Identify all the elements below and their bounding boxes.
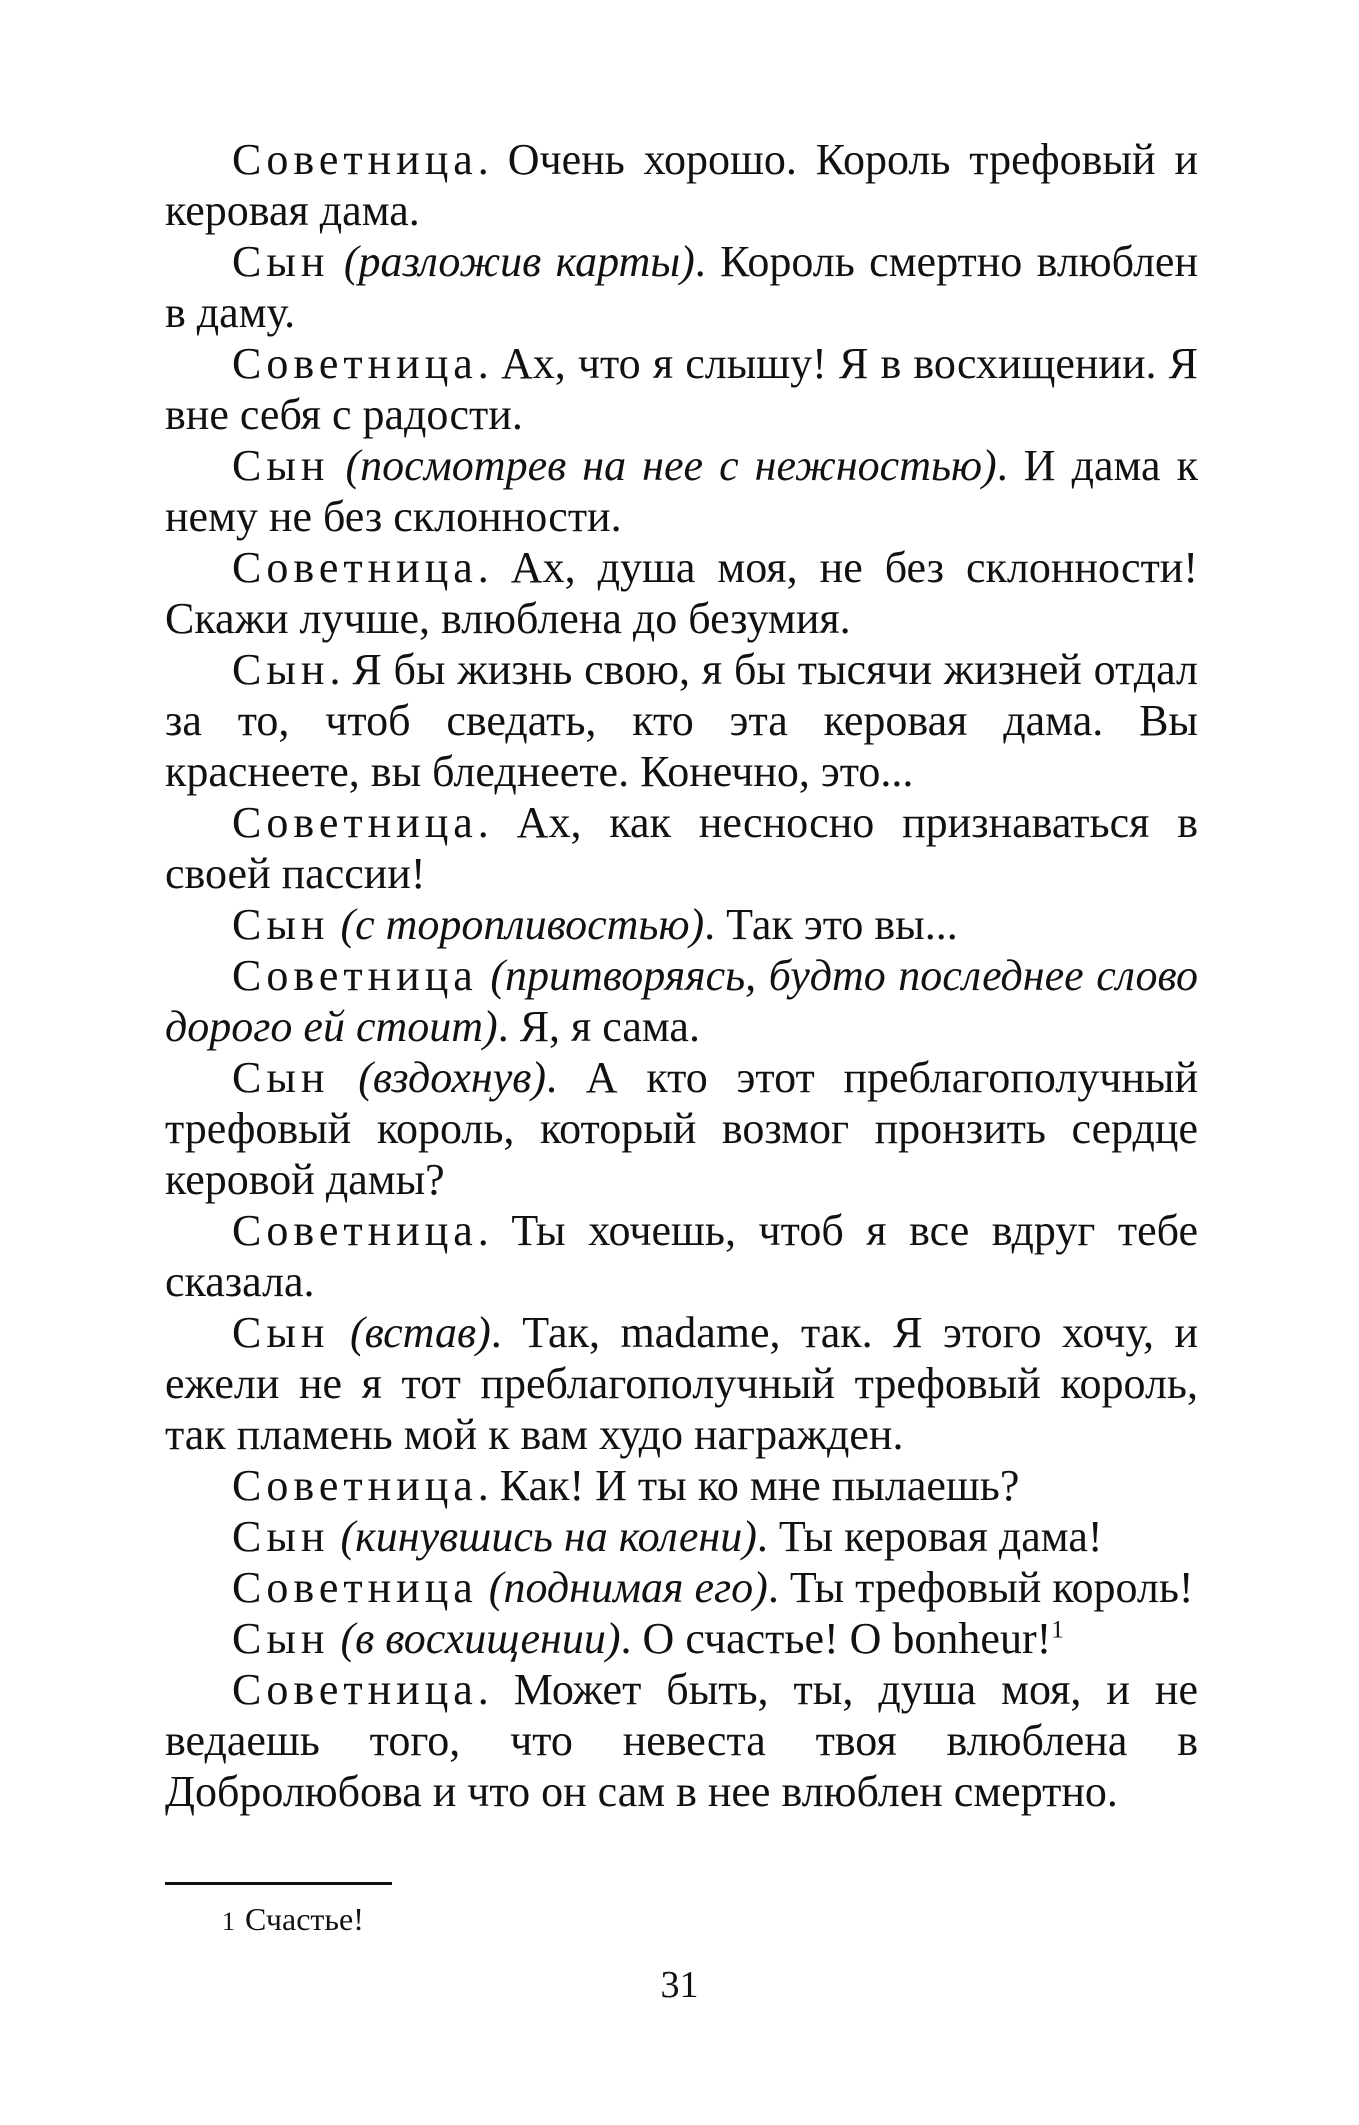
speaker-name: Сын xyxy=(232,237,330,286)
speech-text: . Как! И ты ко мне пылаешь? xyxy=(477,1461,1020,1510)
speaker-name: Советница xyxy=(232,951,478,1000)
speaker-name: Сын xyxy=(232,441,330,490)
speaker-name: Сын xyxy=(232,1512,330,1561)
speech-text: . Ах, что я слышу! Я в восхищении. Я вне себя с радости. xyxy=(165,339,1198,439)
dialogue-paragraph xyxy=(165,134,1198,236)
dialogue-paragraph xyxy=(165,1511,1198,1562)
speaker-name: Советница xyxy=(232,1665,478,1714)
speech-text: . Я бы жизнь свою, я бы тысячи жизней отдал за то, чтоб сведать, кто эта керовая дама. Вы краснеете, вы бледнеете. Конечно, это... xyxy=(165,645,1198,796)
speech-text xyxy=(329,441,345,490)
speech-text: . О счастье! О bonheur! xyxy=(620,1614,1052,1663)
stage-direction: (с торопливостью) xyxy=(340,900,705,949)
dialogue-paragraph xyxy=(165,950,1198,1052)
dialogue-paragraph xyxy=(165,542,1198,644)
footnote-reference: 1 xyxy=(1051,1616,1064,1644)
dialogue-paragraph xyxy=(165,338,1198,440)
speech-text xyxy=(329,1512,340,1561)
stage-direction: (разложив карты) xyxy=(343,237,695,286)
stage-direction: (притворяясь, будто последнее слово дорого ей стоит) xyxy=(165,951,1199,1051)
speech-text: . Я, я сама. xyxy=(497,1002,700,1051)
speaker-name: Советница xyxy=(232,1461,478,1510)
speaker-name: Сын xyxy=(232,1053,330,1102)
footnote-text: Счастье! xyxy=(245,1901,364,1937)
speaker-name: Сын xyxy=(232,645,330,694)
speech-text: . А кто этот преблагополучный трефовый король, который возмог пронзить сердце керовой дамы? xyxy=(165,1053,1198,1204)
speech-text: . Ты керовая дама! xyxy=(756,1512,1103,1561)
speaker-name: Сын xyxy=(232,1614,330,1663)
speaker-name: Советница xyxy=(232,135,478,184)
dialogue-paragraph xyxy=(165,1307,1198,1460)
speaker-name: Сын xyxy=(232,900,330,949)
speaker-name: Советница xyxy=(232,798,478,847)
speech-text xyxy=(478,1563,489,1612)
stage-direction: (вздохнув) xyxy=(358,1053,547,1102)
speech-text: . Может быть, ты, душа моя, и не ведаешь того, что невеста твоя влюблена в Добролюбова и что он сам в нее влюблен смертно. xyxy=(165,1665,1198,1816)
speech-text: . Ты хочешь, чтоб я все вдруг тебе сказала. xyxy=(165,1206,1198,1306)
speaker-name: Сын xyxy=(232,1308,330,1357)
footnote xyxy=(222,1899,364,1942)
speech-text: . Ах, как несносно признаваться в своей пассии! xyxy=(165,798,1198,898)
speech-text xyxy=(329,237,343,286)
stage-direction: (поднимая его) xyxy=(488,1563,768,1612)
speech-text xyxy=(329,900,340,949)
footnote-number: 1 xyxy=(222,1907,235,1936)
speech-text xyxy=(329,1053,358,1102)
dialogue-text xyxy=(165,134,1198,1817)
speech-text: . Так это вы... xyxy=(704,900,958,949)
speaker-name: Советница xyxy=(232,339,478,388)
speech-text xyxy=(329,1614,340,1663)
dialogue-paragraph xyxy=(165,1460,1198,1511)
speaker-name: Советница xyxy=(232,1206,478,1255)
dialogue-paragraph xyxy=(165,797,1198,899)
dialogue-paragraph xyxy=(165,236,1198,338)
speech-text: . И дама к нему не без склонности. xyxy=(165,441,1199,541)
speech-text: . Очень хорошо. Король трефовый и керовая дама. xyxy=(165,135,1198,235)
stage-direction: (в восхищении) xyxy=(340,1614,621,1663)
dialogue-paragraph xyxy=(165,440,1198,542)
speech-text xyxy=(478,951,491,1000)
stage-direction: (кинувшись на колени) xyxy=(340,1512,757,1561)
speech-text xyxy=(329,1308,350,1357)
speech-text: . Ты трефовый король! xyxy=(767,1563,1194,1612)
stage-direction: (встав) xyxy=(349,1308,491,1357)
speech-text: . Так, madame, так. Я этого хочу, и ежели не я тот преблагополучный трефовый король, так пламень мой к вам худо награжден. xyxy=(165,1308,1199,1459)
dialogue-paragraph xyxy=(165,1664,1198,1817)
footnote-divider xyxy=(165,1882,392,1885)
speaker-name: Советница xyxy=(232,543,478,592)
stage-direction: (посмотрев на нее с нежностью) xyxy=(345,441,997,490)
dialogue-paragraph xyxy=(165,899,1198,950)
dialogue-paragraph xyxy=(165,644,1198,797)
dialogue-paragraph xyxy=(165,1052,1198,1205)
dialogue-paragraph xyxy=(165,1613,1198,1664)
speaker-name: Советница xyxy=(232,1563,478,1612)
page-number: 31 xyxy=(660,1964,699,2006)
dialogue-paragraph xyxy=(165,1562,1198,1613)
speech-text: . Ах, душа моя, не без склонности! Скажи лучше, влюблена до безумия. xyxy=(165,543,1198,643)
dialogue-paragraph xyxy=(165,1205,1198,1307)
speech-text: . Король смертно влюблен в даму. xyxy=(165,237,1199,337)
